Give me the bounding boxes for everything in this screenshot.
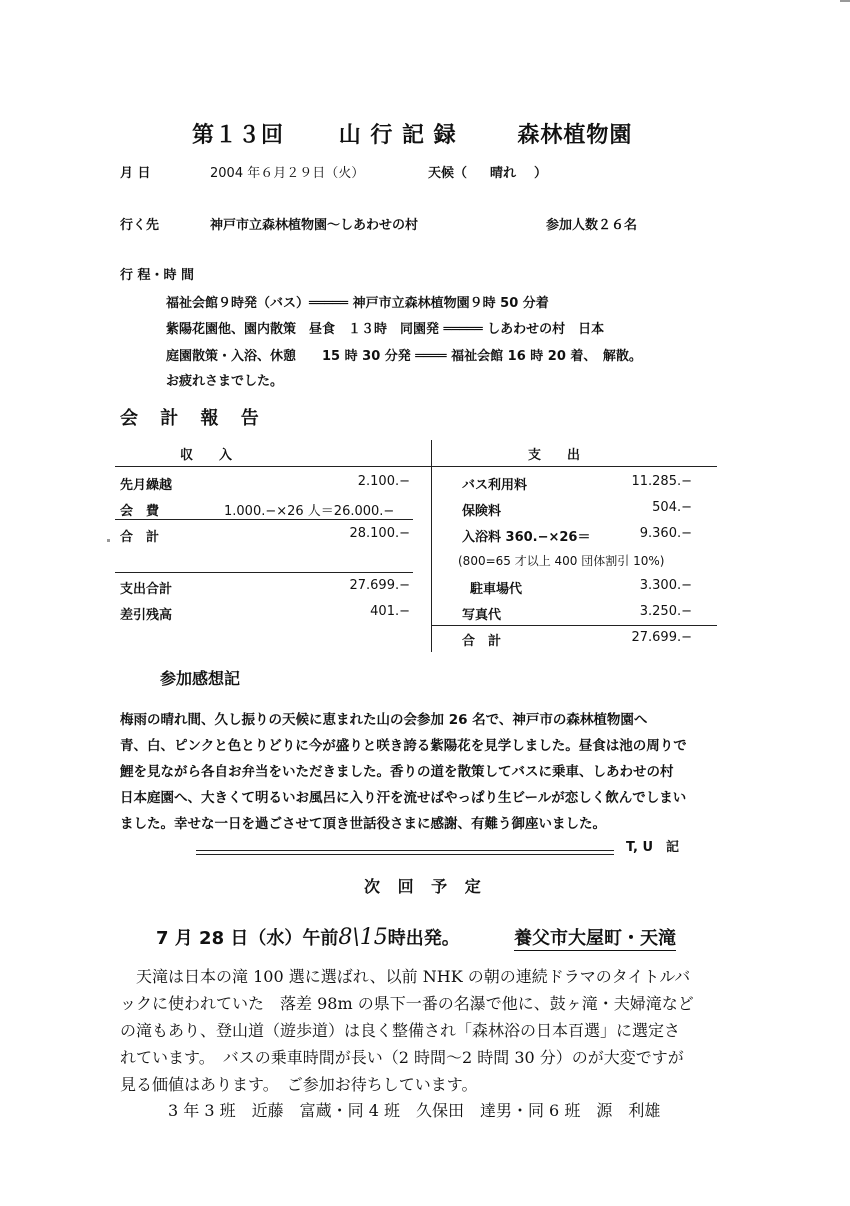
- expense-label: 保険料: [462, 504, 502, 519]
- income-value: 401.−: [370, 604, 410, 619]
- title-main: 山 行 記 録: [338, 123, 457, 148]
- handwritten-time: 8\15: [338, 925, 388, 950]
- income-label: 支出合計: [120, 582, 173, 597]
- income-label: 会 費: [120, 504, 160, 519]
- itinerary-line: 庭園散策・入浴、休憩 15 時 30 分発 ════ 福祉会館 16 時 20 着、 解散。: [166, 349, 642, 364]
- expense-value: 3.300.−: [639, 578, 692, 593]
- weather-close: ）: [534, 166, 548, 181]
- next-body-line: 天滝は日本の滝 100 選に選ばれ、以前 NHK の朝の連続ドラマのタイトルバ: [136, 967, 691, 986]
- expense-label: 入浴料 360.−×26＝: [462, 530, 591, 545]
- impressions-line: 日本庭園へ、大きくて明るいお風呂に入り汗を流せばやっぱり生ビールが恋しく飲んでしまい: [120, 790, 687, 806]
- income-rule: [115, 572, 413, 573]
- next-destination: 養父市大屋町・天滝: [514, 924, 676, 951]
- itinerary-heading: 行 程・時 間: [120, 268, 195, 283]
- title-place: 森林植物園: [517, 123, 633, 148]
- next-heading: 次 回 予 定: [364, 877, 487, 896]
- income-label: 合 計: [120, 530, 160, 545]
- next-body-line: 見る価値はあります。 ご参加お待ちしています。: [120, 1075, 478, 1094]
- next-date: [156, 924, 460, 950]
- destination-value: 神戸市立森林植物園〜しあわせの村: [210, 218, 419, 233]
- table-header-rule: [115, 466, 717, 467]
- next-body-line: ックに使われていた 落差 98m の県下一番の名瀑で他に、鼓ヶ滝・夫婦滝など: [120, 994, 694, 1013]
- expense-label: 写真代: [462, 608, 502, 623]
- weather-value: 晴れ: [490, 166, 517, 181]
- impressions-line: ました。幸せな一日を過ごさせて頂き世話役さまに感謝、有難う御座いました。: [120, 816, 606, 832]
- expense-total-rule: [431, 625, 717, 626]
- next-body-line: れています。 バスの乗車時間が長い（2 時間〜2 時間 30 分）のが大変ですが: [120, 1048, 684, 1067]
- income-value: 2.100.−: [357, 474, 410, 489]
- next-date-prefix: 7 月 28 日（水）午前: [156, 928, 339, 949]
- income-value: 28.100.−: [349, 526, 410, 541]
- signature: T, U 記: [626, 840, 680, 855]
- date-value: 2004 年６月２９日（火）: [210, 166, 365, 181]
- participants: 参加人数２６名: [546, 218, 638, 233]
- itinerary-line: お疲れさまでした。: [166, 374, 284, 389]
- page-title: [192, 118, 632, 149]
- title-number: 第１３回: [192, 123, 285, 148]
- separator-double-line: [196, 850, 614, 855]
- income-rule: [115, 519, 413, 520]
- expense-total-label: 合 計: [462, 634, 502, 649]
- income-label: 差引残高: [120, 608, 173, 623]
- next-date-suffix: 時出発。: [387, 928, 460, 949]
- date-label: 月 日: [120, 166, 151, 181]
- table-divider: [431, 440, 432, 652]
- impressions-line: 青、白、ピンクと色とりどりに今が盛りと咲き誇る紫陽花を見学しました。昼食は池の周りで: [120, 738, 687, 754]
- impressions-line: 梅雨の晴れ間、久し振りの天候に恵まれた山の会参加 26 名で、神戸市の森林植物園へ: [120, 712, 648, 728]
- expense-note: (800=65 才以上 400 団体割引 10%): [458, 554, 665, 568]
- expense-total-value: 27.699.−: [631, 630, 692, 645]
- scan-speck: [107, 539, 110, 542]
- expense-value: 504.−: [652, 500, 692, 515]
- weather-label: 天候（: [428, 166, 468, 181]
- income-label: 先月繰越: [120, 478, 173, 493]
- expense-header: 支 出: [528, 448, 581, 463]
- impressions-heading: 参加感想記: [160, 669, 241, 688]
- expense-value: 9.360.−: [639, 526, 692, 541]
- next-body-line: の滝もあり、登山道（遊歩道）は良く整備され「森林浴の日本百選」に選定さ: [120, 1021, 681, 1040]
- income-header: 収 入: [180, 448, 233, 463]
- expense-value: 11.285.−: [631, 474, 692, 489]
- scan-speck: [840, 0, 850, 2]
- expense-label: 駐車場代: [470, 582, 523, 597]
- expense-label: バス利用料: [462, 478, 528, 493]
- destination-label: 行く先: [120, 218, 160, 233]
- expense-value: 3.250.−: [639, 604, 692, 619]
- impressions-line: 鯉を見ながら各自お弁当をいただきました。香りの道を散策してバスに乗車、しあわせの村: [120, 764, 674, 780]
- organizers: 3 年 3 班 近藤 富蔵・同 4 班 久保田 達男・同 6 班 源 利雄: [168, 1101, 661, 1120]
- itinerary-line: 紫陽花園他、園内散策 昼食 １３時 同園発 ═════ しあわせの村 日本: [166, 322, 605, 337]
- income-value: 27.699.−: [349, 578, 410, 593]
- itinerary-line: 福祉会館９時発（バス）═════ 神戸市立森林植物園９時 50 分着: [166, 296, 549, 311]
- income-detail: 1.000.−×26 人＝26.000.−: [224, 504, 395, 519]
- accounts-heading: 会 計 報 告: [120, 408, 267, 429]
